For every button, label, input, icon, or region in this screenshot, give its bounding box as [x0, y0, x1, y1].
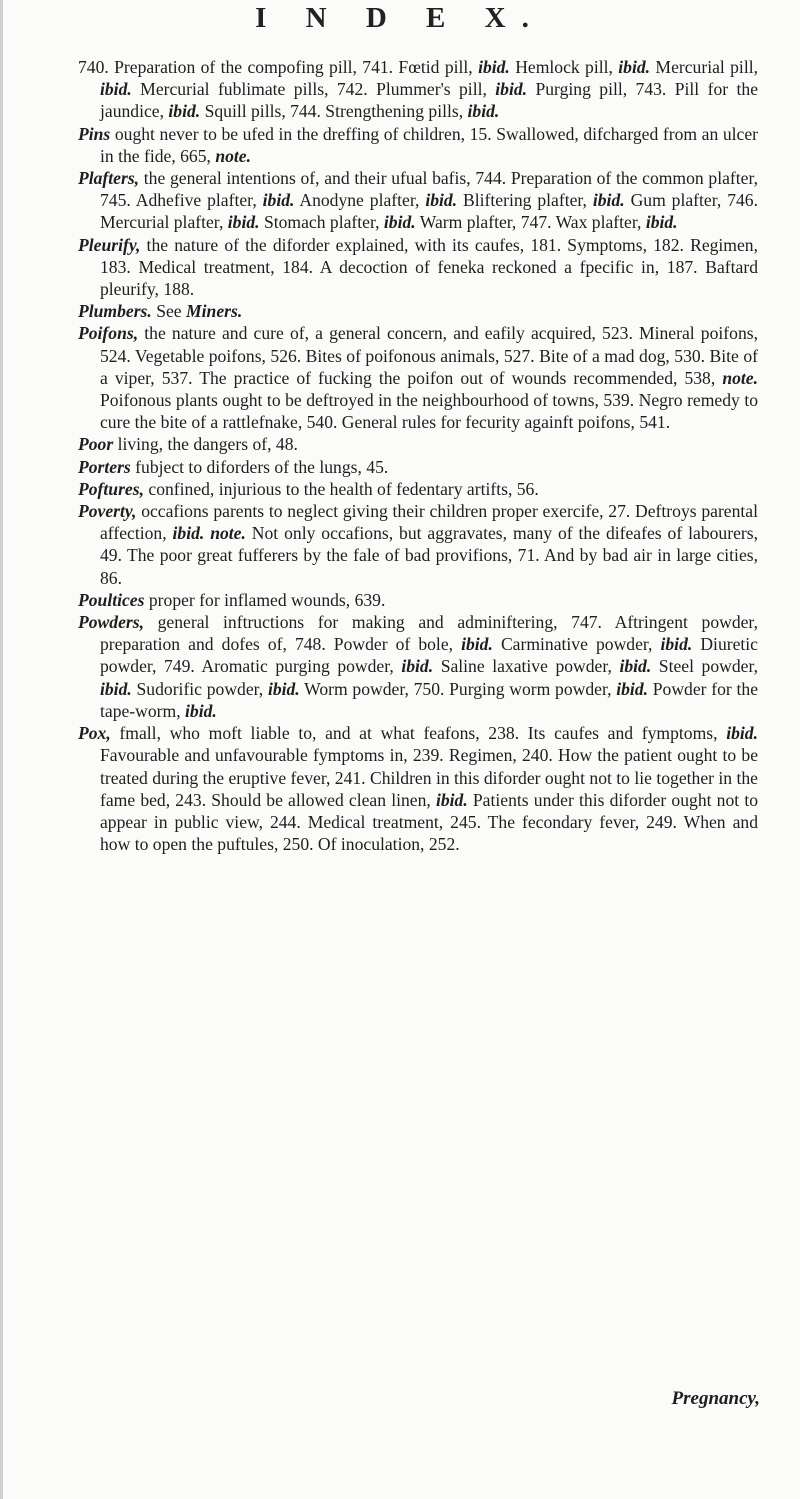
index-entry: [78, 589, 758, 611]
entry-text: Saline laxative powder,: [433, 656, 620, 677]
entry-text: Purging pill, 743. Pill for the jaundice,: [100, 79, 758, 122]
index-entry: [78, 500, 758, 589]
entry-italic-ref: ibid.: [401, 656, 434, 677]
entry-text: ought never to be ufed in the dreffing of children, 15. Swallowed, difcharged from an ulcer in the fide, 665,: [100, 123, 758, 166]
entry-headword: Plumbers.: [78, 301, 152, 322]
entry-text: 740. Preparation of the compofing pill, 741. Fœtid pill,: [78, 57, 479, 77]
entry-headword: Pox,: [78, 723, 111, 744]
entry-text: confined, injurious to the health of fedentary artifts, 56.: [143, 478, 539, 499]
index-entry: [78, 322, 758, 433]
entry-italic-ref: ibid.: [660, 634, 693, 655]
entry-italic-ref: ibid.: [383, 212, 416, 233]
entry-text: occafions parents to neglect giving their children proper exercife, 27. Deftroys parental affection,: [100, 501, 758, 544]
entry-text: Favourable and unfavourable fymptoms in, 239. Regimen, 240. How the patient ought to be treated during the eruptive fever, 241. Children in this diforder ought not to lie together in the fame bed, 243. Should be allowed clean linen,: [100, 745, 758, 810]
index-entry: [78, 433, 758, 455]
entry-text: Mercurial fublimate pills, 742. Plummer's pill,: [131, 79, 496, 100]
entry-text: Stomach plafter,: [259, 212, 384, 233]
entry-italic-ref: ibid.: [592, 190, 625, 211]
entry-headword: Poifons,: [78, 323, 139, 344]
entry-text: living, the dangers of, 48.: [113, 434, 298, 455]
entry-italic-ref: ibid.: [425, 190, 458, 211]
running-head: I N D E X.: [255, 2, 545, 34]
entry-italic-ref: ibid.: [478, 57, 510, 77]
page-left-edge: [0, 0, 3, 1499]
entry-italic-ref: ibid.: [435, 789, 468, 810]
index-entry: [78, 123, 758, 167]
entry-headword: Pleurify,: [78, 234, 141, 255]
entry-text: Not only occafions, but aggravates, many of the difeafes of labourers, 49. The poor great fufferers by the fale of bad provifions, 71. And by bad air in large cities, 86.: [100, 523, 758, 588]
entry-italic-ref: ibid.: [227, 212, 260, 233]
entry-headword: Poverty,: [78, 501, 137, 522]
entry-headword: Poftures,: [78, 478, 144, 499]
entry-text: Squill pills, 744. Strengthening pills,: [200, 101, 468, 122]
entry-text: Sudorific powder,: [131, 678, 268, 699]
entry-italic-ref: Miners.: [186, 301, 243, 322]
entry-text: fubject to diforders of the lungs, 45.: [130, 456, 389, 477]
entry-italic-ref: ibid.: [616, 678, 649, 699]
entry-text: Bliftering plafter,: [457, 190, 593, 211]
entry-text: Mercurial pill,: [650, 57, 759, 77]
catchword: Pregnancy,: [671, 1388, 760, 1409]
entry-text: fmall, who moft liable to, and at what feafons, 238. Its caufes and fymptoms,: [110, 723, 727, 744]
entry-text: Warm plafter, 747. Wax plafter,: [415, 212, 646, 233]
entry-headword: Powders,: [78, 612, 144, 633]
index-entry: [78, 234, 758, 301]
entry-text: Powder for the tape-worm,: [100, 678, 758, 721]
entry-text: the general intentions of, and their ufual bafis, 744. Preparation of the common plafter, 745. Adhefive plafter,: [100, 168, 758, 211]
entry-text: See: [151, 301, 187, 322]
entry-text: Anodyne plafter,: [294, 190, 426, 211]
entry-italic-ref: ibid. note.: [172, 523, 246, 544]
entry-italic-ref: ibid.: [185, 700, 217, 721]
entry-text: Worm powder, 750. Purging worm powder,: [299, 678, 617, 699]
index-body: [78, 56, 758, 855]
entry-text: Steel powder,: [651, 656, 758, 677]
entry-headword: Poultices: [78, 589, 145, 610]
entry-italic-ref: ibid.: [645, 212, 678, 233]
entry-headword: Porters: [78, 456, 131, 477]
entry-italic-ref: ibid.: [467, 101, 500, 122]
index-entry: [78, 478, 758, 500]
entry-headword: Poor: [78, 434, 114, 455]
entry-text: the nature and cure of, a general concern, and eafily acquired, 523. Mineral poifons, 524. Vegetable poifons, 526. Bites of poifonous animals, 527. Bite of a mad dog, 530. Bite of a viper, 537. The practice of fucking the poifon out of wounds recommended, 538,: [100, 323, 758, 388]
index-entry: [78, 611, 758, 722]
index-entry: [78, 56, 758, 123]
entry-italic-ref: ibid.: [168, 101, 201, 122]
entry-text: Poifonous plants ought to be deftroyed in the neighbourhood of towns, 539. Negro remedy to cure the bite of a rattlefnake, 540. General rules for fecurity againft poifons, 541.: [100, 390, 758, 433]
entry-text: proper for inflamed wounds, 639.: [144, 589, 386, 610]
entry-italic-ref: note.: [722, 367, 758, 388]
entry-headword: Pins: [78, 123, 111, 144]
entry-text: Carminative powder,: [492, 634, 661, 655]
entry-italic-ref: ibid.: [495, 79, 528, 100]
entry-italic-ref: ibid.: [618, 57, 651, 77]
entry-text: Patients under this diforder ought not to appear in public view, 244. Medical treatment, 245. The fecondary fever, 249. When and how to open the puftules, 250. Of inoculation, 252.: [100, 789, 759, 855]
entry-text: general inftructions for making and adminiftering, 747. Aftringent powder, preparation and dofes of, 748. Powder of bole,: [100, 612, 758, 655]
entry-text: Diuretic powder, 749. Aromatic purging powder,: [100, 634, 758, 677]
entry-italic-ref: ibid.: [100, 678, 132, 699]
entry-italic-ref: ibid.: [726, 723, 758, 744]
entry-text: Hemlock pill,: [509, 57, 619, 77]
entry-italic-ref: ibid.: [619, 656, 652, 677]
index-entry: [78, 722, 758, 855]
index-entry: [78, 456, 758, 478]
entry-italic-ref: ibid.: [100, 79, 132, 100]
entry-italic-ref: ibid.: [262, 190, 295, 211]
entry-italic-ref: note.: [215, 145, 252, 166]
index-entry: [78, 167, 758, 234]
entry-headword: Plafters,: [78, 168, 140, 189]
entry-text: the nature of the diforder explained, with its caufes, 181. Symptoms, 182. Regimen, 183. Medical treatment, 184. A decoction of feneka reckoned a fpecific in, 187. Baftard pleurify, 188.: [100, 234, 758, 300]
entry-italic-ref: ibid.: [267, 678, 300, 699]
entry-italic-ref: ibid.: [461, 634, 493, 655]
entry-text: Gum plafter, 746. Mercurial plafter,: [100, 190, 758, 233]
index-entry: [78, 300, 758, 322]
